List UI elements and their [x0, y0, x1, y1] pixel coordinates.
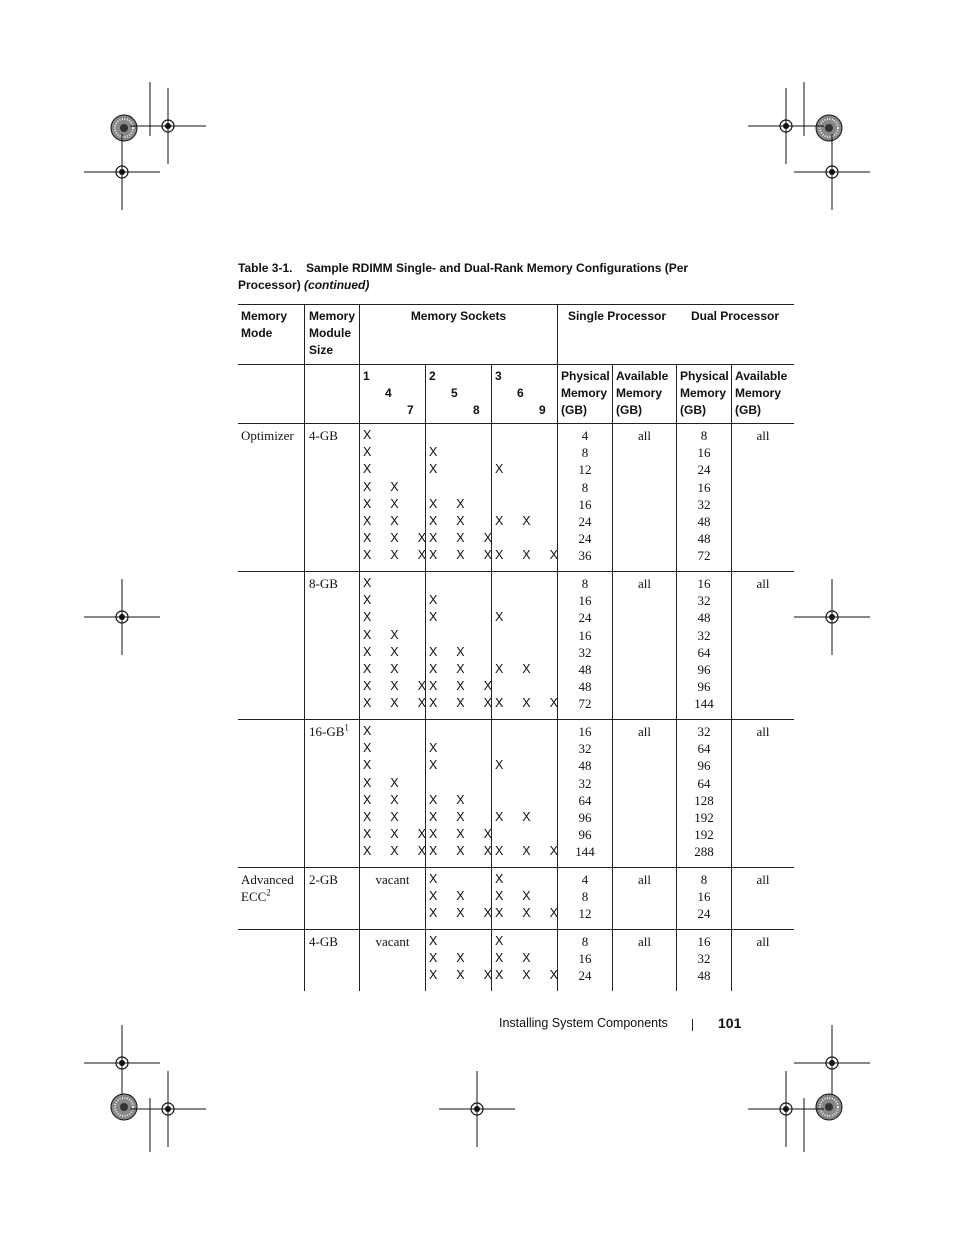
memory-value: 8	[581, 934, 589, 949]
memory-value: 16	[578, 627, 592, 643]
table-title-line2: Processor)	[238, 278, 301, 292]
socket-group-cell	[425, 868, 491, 929]
config-row	[238, 868, 794, 930]
memory-value: 32	[697, 593, 711, 609]
footnote-marker: 1	[344, 722, 349, 733]
single-physical-cell	[557, 572, 612, 719]
socket-number: 1	[363, 369, 370, 383]
single-available-cell	[612, 868, 676, 929]
socket-population-line	[495, 496, 558, 513]
socket-population-line: X X X	[429, 696, 492, 711]
socket-group-cell	[425, 930, 491, 991]
single-physical-cell	[557, 424, 612, 571]
socket-group-3	[491, 365, 557, 423]
memory-value: 16	[578, 724, 592, 739]
header-dual-physical: Physical Memory (GB)	[676, 365, 731, 423]
socket-population-line	[495, 644, 558, 661]
socket-group-cell	[359, 424, 425, 571]
crop-mark-icon	[130, 88, 206, 164]
module-size: 4-GB	[309, 428, 338, 443]
socket-population-line	[495, 530, 558, 547]
socket-population-line	[429, 575, 492, 592]
memory-value: 8	[581, 479, 589, 495]
socket-population-line: X X X	[363, 531, 426, 546]
footer-divider	[692, 1019, 693, 1031]
memory-value: 96	[697, 758, 711, 774]
socket-group-cell	[359, 572, 425, 719]
available-value: all	[756, 428, 770, 443]
memory-value: 8	[581, 889, 589, 905]
memory-value: 16	[697, 479, 711, 495]
module-size: 2-GB	[309, 872, 338, 887]
page-number: 101	[718, 1015, 742, 1031]
dual-available-cell	[731, 572, 794, 719]
config-row	[238, 424, 794, 572]
socket-population-line: X X X	[429, 679, 492, 694]
memory-value: 72	[697, 548, 711, 564]
socket-group-cell	[425, 720, 491, 867]
socket-population-line: X	[363, 758, 372, 773]
memory-value: 4	[581, 872, 589, 887]
subheader-row	[238, 365, 794, 424]
memory-value: 32	[697, 951, 711, 967]
socket-population-line: X	[495, 610, 504, 625]
socket-population-line: X X	[429, 644, 465, 659]
crop-mark-icon	[84, 134, 160, 210]
socket-number: 5	[451, 386, 458, 400]
socket-population-line: X	[495, 462, 504, 477]
socket-population-line: X X X	[429, 531, 492, 546]
available-value: all	[756, 872, 770, 887]
socket-population-line: X X	[429, 661, 465, 676]
socket-population-line	[495, 775, 558, 792]
socket-number: 4	[385, 386, 392, 400]
socket-population-line: X X	[429, 792, 465, 807]
memory-value: 144	[575, 844, 595, 860]
memory-value: 128	[694, 792, 714, 808]
socket-population-line: X	[363, 741, 372, 756]
memory-value: 8	[581, 576, 589, 591]
table-title: Sample RDIMM Single- and Dual-Rank Memory Configurations (Per	[306, 261, 689, 275]
header-single-physical: Physical Memory (GB)	[557, 365, 612, 423]
memory-value: 16	[697, 889, 711, 905]
socket-population-line: X X	[429, 889, 465, 904]
socket-population-line	[495, 826, 558, 843]
socket-group-cell	[359, 930, 425, 991]
memory-value: 192	[694, 827, 714, 843]
footer-section-title: Installing System Components	[499, 1016, 668, 1030]
registration-target-top-right-icon	[816, 115, 842, 141]
memory-value: 16	[697, 934, 711, 949]
memory-value: 192	[694, 809, 714, 825]
socket-population-line: X	[363, 576, 372, 590]
single-available-cell	[612, 424, 676, 571]
single-available-cell	[612, 930, 676, 991]
socket-number: 2	[429, 369, 436, 383]
memory-value: 32	[697, 724, 711, 739]
socket-population-line: X X X	[429, 827, 492, 842]
socket-population-line: X X	[363, 775, 399, 790]
memory-value: 32	[578, 644, 592, 660]
socket-population-line: X	[429, 593, 438, 608]
socket-population-line: X X	[363, 513, 399, 528]
memory-value: 8	[700, 872, 708, 887]
socket-population-line: X	[495, 934, 504, 948]
dual-available-cell	[731, 868, 794, 929]
memory-value: 24	[697, 462, 711, 478]
socket-population-line	[495, 444, 558, 461]
socket-population-line: X X X	[495, 548, 558, 563]
socket-group-cell	[425, 424, 491, 571]
dual-physical-cell	[676, 868, 731, 929]
memory-value: 8	[581, 445, 589, 461]
socket-population-line	[495, 792, 558, 809]
socket-population-line: X	[429, 741, 438, 756]
socket-population-line: X	[495, 872, 504, 886]
memory-value: 48	[697, 610, 711, 626]
table-caption	[238, 260, 758, 294]
memory-mode: Optimizer	[241, 428, 294, 443]
socket-number: 6	[517, 386, 524, 400]
module-size-cell	[304, 572, 359, 719]
socket-population-line: X X X	[429, 968, 492, 983]
socket-group-cell	[491, 868, 557, 929]
available-value: all	[756, 724, 770, 739]
socket-population-line: X X X	[363, 548, 426, 563]
memory-value: 24	[578, 531, 592, 547]
registration-target-top-left-icon	[111, 115, 137, 141]
header-memory-sockets: Memory Sockets	[359, 305, 557, 364]
socket-population-line: X	[495, 758, 504, 773]
socket-population-line	[429, 775, 492, 792]
socket-number: 7	[407, 403, 414, 417]
crop-mark-icon	[84, 1025, 160, 1101]
memory-value: 32	[697, 496, 711, 512]
socket-population-line: X X X	[429, 906, 492, 921]
socket-population-line	[429, 479, 492, 496]
header-module-size: Memory Module Size	[304, 305, 359, 364]
memory-value: 48	[697, 968, 711, 984]
registration-target-bottom-left-icon	[111, 1094, 137, 1120]
available-value: all	[638, 576, 651, 591]
socket-population-line: X X X	[363, 696, 426, 711]
memory-value: 48	[697, 513, 711, 529]
socket-population-line: X X	[363, 627, 399, 642]
memory-mode-cell	[238, 868, 304, 929]
memory-value: 12	[578, 462, 592, 478]
vacant-label: vacant	[375, 934, 410, 949]
memory-value: 48	[697, 531, 711, 547]
socket-population-line: X X X	[363, 844, 426, 859]
memory-value: 288	[694, 844, 714, 860]
socket-population-line: X	[429, 462, 438, 477]
continued-label: (continued)	[304, 278, 370, 292]
memory-mode-cell	[238, 720, 304, 867]
socket-population-line: X	[363, 445, 372, 460]
memory-value: 64	[578, 792, 592, 808]
memory-value: 48	[578, 679, 592, 695]
memory-mode-cell	[238, 424, 304, 571]
memory-value: 16	[697, 576, 711, 591]
memory-value: 32	[578, 775, 592, 791]
header-single-processor: Single Processor	[557, 305, 676, 364]
header-dual-processor: Dual Processor	[690, 309, 780, 323]
socket-population-line: X X	[429, 951, 465, 966]
socket-population-line	[495, 427, 558, 444]
single-physical-cell	[557, 930, 612, 991]
memory-value: 64	[697, 741, 711, 757]
socket-population-line: X X	[363, 661, 399, 676]
memory-value: 16	[578, 496, 592, 512]
module-size: 4-GB	[309, 934, 338, 949]
memory-value: 8	[700, 428, 708, 443]
socket-population-line: X X X	[495, 844, 558, 859]
socket-population-line: X	[429, 445, 438, 460]
memory-value: 64	[697, 775, 711, 791]
crop-mark-icon	[748, 88, 824, 164]
socket-population-line: X X X	[429, 844, 492, 859]
memory-value: 144	[694, 696, 714, 712]
dual-physical-cell	[676, 720, 731, 867]
memory-value: 24	[697, 906, 711, 922]
memory-value: 4	[581, 428, 589, 443]
vacant-label: vacant	[375, 872, 410, 887]
memory-value: 16	[578, 593, 592, 609]
socket-population-line: X X	[495, 809, 531, 824]
socket-population-line: X	[363, 462, 372, 477]
memory-value: 24	[578, 610, 592, 626]
socket-group-cell	[425, 572, 491, 719]
dual-physical-cell	[676, 424, 731, 571]
socket-population-line: X X	[495, 661, 531, 676]
module-size: 8-GB	[309, 576, 338, 591]
socket-population-line: X	[429, 610, 438, 625]
socket-population-line: X X	[429, 496, 465, 511]
crop-mark-icon	[794, 1025, 870, 1101]
module-size-cell	[304, 868, 359, 929]
memory-value: 12	[578, 906, 592, 922]
dual-available-cell	[731, 424, 794, 571]
memory-value: 16	[697, 445, 711, 461]
socket-population-line	[429, 627, 492, 644]
socket-population-line: X	[429, 872, 438, 886]
header-memory-mode: Memory Mode	[241, 309, 288, 340]
socket-population-line	[495, 592, 558, 609]
crop-mark-icon	[130, 1071, 206, 1147]
registration-target-bottom-right-icon	[816, 1094, 842, 1120]
memory-value: 48	[578, 758, 592, 774]
socket-population-line: X X	[363, 792, 399, 807]
socket-population-line: X X	[363, 809, 399, 824]
socket-group-1	[359, 365, 425, 423]
dual-available-cell	[731, 720, 794, 867]
socket-group-cell	[491, 930, 557, 991]
socket-group-2	[425, 365, 491, 423]
memory-value: 36	[578, 548, 592, 564]
socket-population-line: X X X	[363, 679, 426, 694]
socket-population-line: X X	[363, 644, 399, 659]
socket-number: 8	[473, 403, 480, 417]
memory-mode: Advanced ECC	[241, 872, 294, 904]
socket-population-line	[495, 627, 558, 644]
memory-value: 16	[578, 951, 592, 967]
single-physical-cell	[557, 868, 612, 929]
socket-population-line: X	[363, 428, 372, 442]
single-physical-cell	[557, 720, 612, 867]
footnote-marker: 2	[266, 887, 271, 898]
available-value: all	[756, 934, 770, 949]
socket-population-line	[495, 678, 558, 695]
module-size: 16-GB	[309, 724, 345, 739]
header-dual-available: Available Memory (GB)	[731, 365, 794, 423]
memory-mode-cell	[238, 930, 304, 991]
socket-population-line: X X	[495, 513, 531, 528]
memory-configuration-table	[238, 304, 794, 991]
available-value: all	[638, 724, 651, 739]
socket-population-line	[429, 427, 492, 444]
dual-physical-cell	[676, 572, 731, 719]
available-value: all	[638, 872, 651, 887]
socket-population-line: X X	[495, 889, 531, 904]
memory-value: 72	[578, 696, 592, 712]
available-value: all	[638, 934, 651, 949]
crop-mark-icon	[84, 579, 160, 655]
table-number: Table 3-1.	[238, 261, 293, 275]
config-row	[238, 572, 794, 720]
available-value: all	[756, 576, 770, 591]
socket-population-line: X X	[363, 496, 399, 511]
single-available-cell	[612, 720, 676, 867]
memory-value: 32	[697, 627, 711, 643]
socket-population-line: X X X	[495, 696, 558, 711]
socket-group-cell	[491, 720, 557, 867]
memory-value: 96	[578, 809, 592, 825]
socket-population-line: X X X	[363, 827, 426, 842]
socket-population-line: X	[363, 610, 372, 625]
socket-population-line	[429, 723, 492, 740]
memory-value: 96	[697, 679, 711, 695]
module-size-cell	[304, 930, 359, 991]
single-available-cell	[612, 572, 676, 719]
socket-population-line: X X X	[495, 906, 558, 921]
socket-population-line: X X X	[495, 968, 558, 983]
socket-population-line: X X	[363, 479, 399, 494]
available-value: all	[638, 428, 651, 443]
socket-population-line: X	[429, 758, 438, 773]
memory-mode-cell	[238, 572, 304, 719]
socket-population-line: X	[429, 934, 438, 948]
memory-value: 48	[578, 661, 592, 677]
config-row	[238, 720, 794, 868]
socket-population-line	[495, 740, 558, 757]
socket-group-cell	[491, 572, 557, 719]
socket-group-cell	[359, 868, 425, 929]
socket-group-cell	[491, 424, 557, 571]
memory-value: 24	[578, 513, 592, 529]
crop-mark-icon	[794, 134, 870, 210]
module-size-cell	[304, 424, 359, 571]
dual-physical-cell	[676, 930, 731, 991]
socket-population-line	[495, 723, 558, 740]
memory-value: 64	[697, 644, 711, 660]
memory-value: 96	[697, 661, 711, 677]
dual-available-cell	[731, 930, 794, 991]
memory-value: 96	[578, 827, 592, 843]
crop-mark-icon	[748, 1071, 824, 1147]
socket-population-line: X X	[429, 809, 465, 824]
header-single-available: Available Memory (GB)	[612, 365, 676, 423]
socket-population-line	[495, 479, 558, 496]
socket-population-line	[495, 575, 558, 592]
header-row	[238, 304, 794, 365]
socket-population-line: X X	[495, 951, 531, 966]
memory-value: 32	[578, 741, 592, 757]
socket-population-line: X	[363, 593, 372, 608]
socket-number: 3	[495, 369, 502, 383]
memory-value: 24	[578, 968, 592, 984]
socket-population-line: X X	[429, 513, 465, 528]
socket-group-cell	[359, 720, 425, 867]
socket-population-line: X X X	[429, 548, 492, 563]
config-row	[238, 930, 794, 991]
socket-number: 9	[539, 403, 546, 417]
crop-mark-icon	[439, 1071, 515, 1147]
module-size-cell	[304, 720, 359, 867]
crop-mark-icon	[794, 579, 870, 655]
socket-population-line: X	[363, 724, 372, 738]
